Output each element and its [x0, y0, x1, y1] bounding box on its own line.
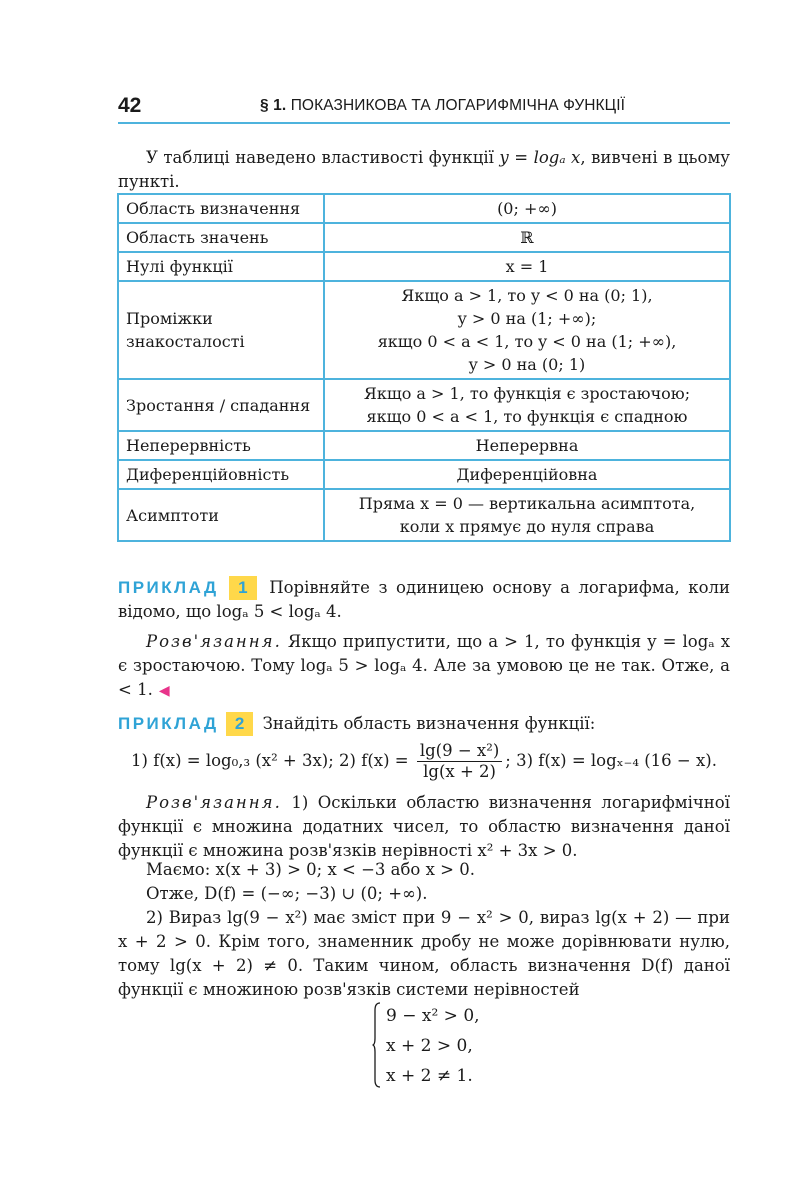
fraction: $\frac{\text{lg(9 − x²)}}{\lg(x + 2)}$ [417, 741, 502, 782]
table-row [118, 460, 730, 489]
property-value-cell [324, 281, 730, 379]
solution-result-line: Отже, D(f) = (−∞; −3) ∪ (0; +∞). [146, 884, 428, 903]
page-number: 42 [118, 94, 142, 117]
inequality-system [372, 1002, 512, 1090]
example-1-solution: Розв'язання. Якщо припустити, що a > 1, то функція y = logₐ x є зростаючою. Тому logₐ 5 > logₐ 4. Але за умовою це не так. Отже, a < 1. ◀ [118, 632, 730, 699]
solution-label: Розв'язання. [146, 632, 282, 651]
value-line: x = 1 [505, 257, 549, 276]
section-title: § 1. ПОКАЗНИКОВА ТА ЛОГАРИФМІЧНА ФУНКЦІЇ [260, 97, 626, 114]
properties-table [117, 193, 731, 542]
system-line-1: 9 − x² > 0, [386, 1006, 480, 1026]
property-name-cell: Неперервність [118, 431, 324, 460]
value-line: якщо 0 < a < 1, то функція є спадною [366, 407, 688, 426]
property-value-cell [324, 252, 730, 281]
value-line: якщо 0 < a < 1, то y < 0 на (1; +∞), [377, 332, 677, 351]
table-row [118, 431, 730, 460]
table-row [118, 252, 730, 281]
example-2-solution-part-1: Розв'язання. 1) Оскільки областю визначення логарифмічної функції є множина додатних чисел, то областю визначення даної функції є множина розв'язків нерівності x² + 3x > 0. [118, 793, 731, 860]
system-line-3: x + 2 ≠ 1. [386, 1066, 473, 1086]
intro-paragraph: У таблиці наведено властивості функції y = logₐ x, вивчені в цьому пункті. [118, 148, 730, 191]
solution-have-line: Маємо: x(x + 3) > 0; x < −3 або x > 0. [146, 860, 475, 879]
value-line: y > 0 на (0; 1) [468, 355, 586, 374]
value-line: Пряма x = 0 — вертикальна асимптота, [358, 494, 696, 513]
property-name-cell: Зростання / спадання [118, 379, 324, 431]
value-line: Диференційовна [456, 465, 598, 484]
property-name-cell: Нулі функції [118, 252, 324, 281]
property-name-cell: Асимптоти [118, 489, 324, 541]
value-line: Якщо a > 1, то функція є зростаючою; [363, 384, 691, 403]
example-2-functions: 1) f(x) = log₀,₃ (x² + 3x); 2) f(x) = $\frac{\text{lg(9 − x²)}}{\lg(x + 2)}$ ; 3) f(x) = logₓ₋₄ (16 − x). [131, 741, 717, 781]
example-number-badge: 1 [229, 576, 256, 600]
value-line: коли x прямує до нуля справа [399, 517, 655, 536]
property-value-cell [324, 223, 730, 252]
end-marker-icon: ◀ [158, 683, 170, 699]
value-line: ℝ [520, 228, 534, 247]
property-value-cell [324, 489, 730, 541]
table-row [118, 223, 730, 252]
property-value-cell [324, 379, 730, 431]
property-name-cell: Проміжки знакосталості [118, 281, 324, 379]
value-line: y > 0 на (1; +∞); [457, 309, 597, 328]
table-row [118, 489, 730, 541]
example-1-task: ПРИКЛАД 1 Порівняйте з одиницею основу a логарифма, коли відомо, що logₐ 5 < logₐ 4. [118, 578, 731, 621]
property-name-cell: Область значень [118, 223, 324, 252]
table-row [118, 281, 730, 379]
value-line: Якщо a > 1, то y < 0 на (0; 1), [401, 286, 653, 305]
value-line: (0; +∞) [497, 199, 557, 218]
example-2-solution-part-2: 2) Вираз lg(9 − x²) має зміст при 9 − x² > 0, вираз lg(x + 2) — при x + 2 > 0. Крім того, знаменник дробу не може дорівнювати нулю, тому lg(x + 2) ≠ 0. Таким чином, область визначення D(f) даної функції є множиною розв'язків системи нерівностей [118, 908, 730, 999]
example-label: ПРИКЛАД [118, 578, 219, 597]
system-line-2: x + 2 > 0, [386, 1036, 473, 1056]
page-header [118, 92, 730, 124]
property-name-cell: Область визначення [118, 194, 324, 223]
table-row [118, 194, 730, 223]
property-value-cell [324, 194, 730, 223]
property-name-cell: Диференційовність [118, 460, 324, 489]
property-value-cell [324, 460, 730, 489]
example-label: ПРИКЛАД [118, 714, 219, 733]
property-value-cell [324, 431, 730, 460]
table-row [118, 379, 730, 431]
example-number-badge: 2 [226, 712, 253, 736]
value-line: Неперервна [475, 436, 579, 455]
brace-icon [372, 1002, 381, 1088]
example-2-task: ПРИКЛАД 2 Знайдіть область визначення функції: [118, 712, 730, 736]
solution-label: Розв'язання. [146, 793, 282, 812]
